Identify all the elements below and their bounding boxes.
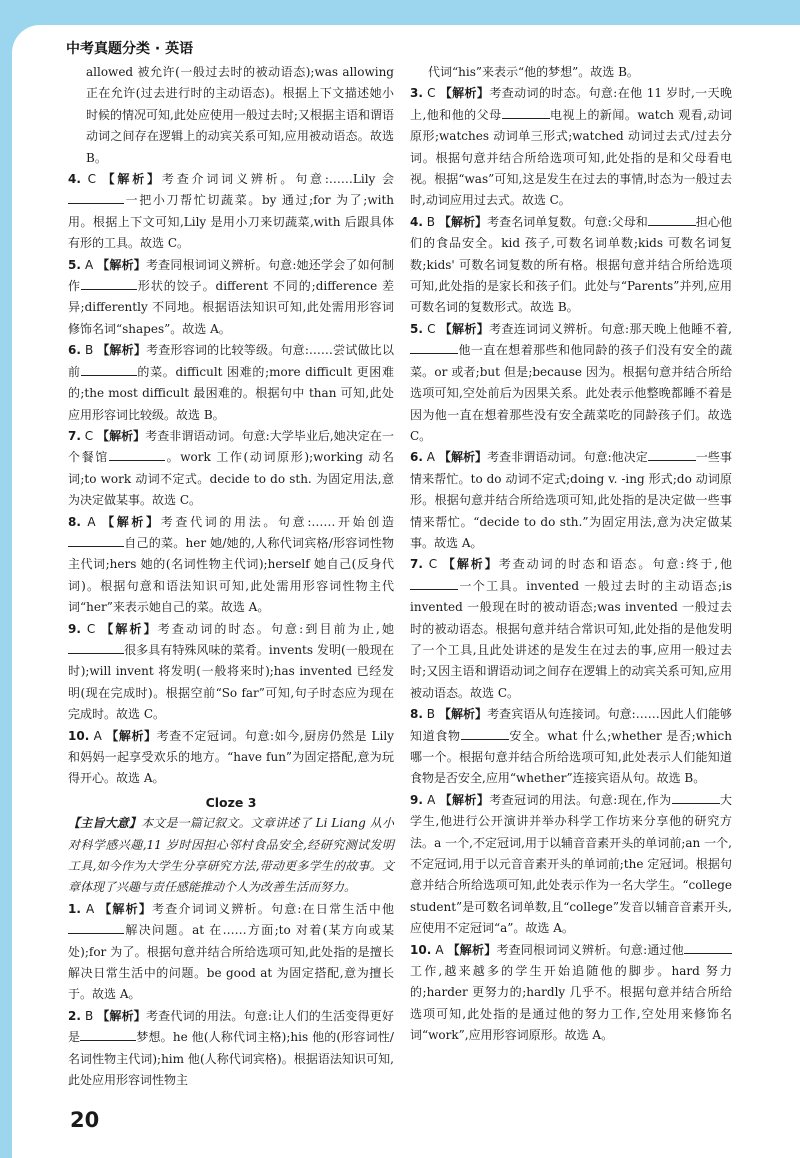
explanation-text-cont: 。work 工作(动词原形);working 动名词;to work 动词不定式。decide to do sth. 为固定用法,意为决定做某事。故选 C。	[68, 450, 394, 508]
answer-blank	[68, 641, 124, 654]
explanation-text: 考查同根词词义辨析。句意:她还学会了如何制作	[68, 257, 394, 294]
answer-choice: C	[427, 86, 436, 101]
answer-item	[410, 319, 732, 447]
explanation-text: 考查连词词义辨析。句意:那天晚上他睡不着,	[489, 321, 732, 336]
answer-choice: B	[426, 707, 436, 722]
explanation-text-cont: 形状的饺子。different 不同的;difference 差异;differently 不同地。根据语法知识可知,此处需用形容词修饰名词“shapes”。故选 A。	[68, 279, 394, 336]
explanation-text: 考查同根词词义辨析。句意:通过他	[496, 942, 684, 957]
answer-choice: A	[426, 450, 436, 465]
analysis-tag: 【解析】	[101, 621, 158, 636]
answer-choice: C	[84, 428, 94, 443]
explanation-text: 考查介词词义辨析。句意:在日常生活中他	[152, 901, 394, 916]
explanation-text-cont: 一些事情来帮忙。to do 动词不定式;doing v. -ing 形式;do 动词原形。根据句意并结合所给选项可知,此处指的是决定做一些事情来帮忙。“decide to do sth.”为固定用法,意为决定做某事。故选 A。	[410, 450, 732, 550]
analysis-tag: 【解析】	[439, 321, 490, 336]
left-answer-list-2	[68, 899, 394, 1092]
explanation-text: 考查动词的时态。句意:到目前为止,她	[157, 621, 394, 636]
answer-item	[68, 1006, 394, 1092]
answer-blank	[410, 341, 458, 354]
answer-blank	[648, 448, 696, 461]
answer-choice: C	[87, 172, 96, 187]
explanation-text: 考查介词词义辨析。句意:……Lily 会	[161, 172, 394, 187]
answer-item	[68, 899, 394, 1006]
explanation-text-cont: 一个工具。invented 一般过去时的主动语态;is invented 一般现在时的被动语态;was invented 一般过去时的被动语态。根据句意并结合常识可知,此处指的是他发明了一个工具,且此处讲述的是发生在过去的事,应用一般过去时;又因主语和谓语动词之间存在逻辑上的动宾关系可知,应用被动语态。故选 C。	[410, 578, 732, 700]
answer-item	[68, 255, 394, 341]
analysis-tag: 【解析】	[439, 792, 490, 807]
answer-item	[410, 83, 732, 211]
left-column	[68, 62, 394, 1092]
answer-choice: C	[428, 557, 438, 572]
answer-choice: C	[86, 621, 96, 636]
answer-item	[410, 554, 732, 704]
explanation-text: 考查冠词的用法。句意:现在,作为	[489, 792, 672, 807]
answer-choice: C	[427, 321, 436, 336]
answer-item	[68, 340, 394, 426]
analysis-tag: 【解析】	[97, 343, 147, 358]
explanation-text: 考查代词的用法。句意:让人们的生活变得更好是	[68, 1008, 394, 1045]
answer-number: 10.	[68, 728, 90, 743]
answer-number: 10.	[410, 942, 432, 957]
explanation-text: 考查代词的用法。句意:……开始创造	[160, 514, 394, 529]
explanation-text-cont: 大学生,他进行公开演讲并举办科学工作坊来分享他的研究方法。a 一个,不定冠词,用于以辅音音素开头的单词前;an 一个,不定冠词,用于以元音音素开头的单词前;the 定冠词。根据句意并结合所给选项可知,此处表示作为一名大学生。“college student”是可数名词单数,且“college”发音以辅音音素开头,应使用不定冠词“a”。故选 A。	[410, 792, 732, 936]
answer-number: 9.	[410, 792, 423, 807]
answer-number: 5.	[68, 257, 81, 272]
explanation-text: 考查宾语从句连接词。句意:……因此人们能够知道食物	[410, 707, 732, 743]
answer-blank	[672, 791, 720, 804]
answer-blank	[502, 106, 550, 119]
page-header-title: 中考真题分类 · 英语	[66, 41, 194, 57]
explanation-text: 考查动词的时态和语态。句意:终于,他	[498, 557, 732, 572]
answer-number: 4.	[68, 172, 81, 187]
answer-number: 2.	[68, 1008, 81, 1023]
answer-item	[68, 726, 394, 790]
explanation-text-cont: 梦想。he 他(人称代词主格);his 他的(形容词性/名词性物主代词);him 他(人称代词宾格)。根据语法知识可知,此处应用形容词性物主	[68, 1030, 394, 1088]
answer-blank	[109, 448, 165, 461]
explanation-text-cont: 电视上的新闻。watch 观看,动词原形;watches 动词单三形式;watched 动词过去式/过去分词。根据句意并结合所给选项可知,此处指的是和父母看电视。根据“was”可知,这是发生在过去的事情,时态为一般过去时,动词应用过去式。故选 C。	[410, 107, 732, 208]
analysis-tag: 【解析】	[97, 428, 146, 443]
explanation-text-cont: 很多具有特殊风味的菜肴。invents 发明(一般现在时);will invent 将发明(一般将来时);has invented 已经发明(现在完成时)。根据空前“So far”可知,句子时态应为现在完成时。故选 C。	[68, 642, 394, 722]
analysis-tag: 【解析】	[102, 172, 162, 187]
answer-blank	[410, 577, 458, 590]
main-idea-tag: 【主旨大意】	[68, 816, 142, 831]
main-idea	[68, 813, 394, 899]
analysis-tag: 【解析】	[97, 257, 146, 272]
main-idea-text: 本文是一篇记叙文。文章讲述了 Li Liang 从小对科学感兴趣,11 岁时因担心邻村食品安全,经研究测试发明工具,如今作为大学生分享研究方法,带动更多学生的故事。文章体现了兴趣与责任感能推动个人为改善生活而努力。	[68, 816, 394, 895]
explanation-text-cont: 解决问题。at 在……方面;to 对着(某方向或某处);for 为了。根据句意并结合所给选项可知,此处指的是擅长解决日常生活中的问题。be good at 为固定搭配,意为擅长于。故选 A。	[68, 923, 394, 1002]
right-column	[410, 62, 732, 1047]
answer-number: 9.	[68, 621, 81, 636]
explanation-text-cont: 他一直在想着那些和他同龄的孩子们没有安全的蔬菜。or 或者;but 但是;because 因为。根据句意并结合所给选项可知,空处前后为因果关系。此处表示他整晚都睡不着是因为他一直在想着那些没有安全蔬菜吃的同龄孩子们。故选 C。	[410, 343, 732, 443]
analysis-tag: 【解析】	[438, 707, 488, 722]
answer-item	[68, 426, 394, 512]
answer-item	[410, 212, 732, 319]
answer-item	[410, 790, 732, 940]
explanation-text-cont: 担心他们的食品安全。kid 孩子,可数名词单数;kids 可数名词复数;kids' 可数名词复数的所有格。根据句意并结合所给选项可知,此处指的是家长和孩子们。此处与“Parents”并列,应用可数名词的复数形式。故选 B。	[410, 214, 732, 315]
answer-item	[410, 704, 732, 790]
page-number: 20	[70, 1108, 100, 1132]
explanation-text: 考查名词单复数。句意:父母和	[487, 214, 648, 229]
continued-explanation: allowed 被允许(一般过去时的被动语态);was allowing 正在允许(过去进行时的主动语态)。根据上下文描述她小时候的情况可知,此处应使用一般过去时;又根据主语和谓语动词之间存在逻辑上的动宾关系可知,应用被动语态。故选 B。	[86, 65, 394, 165]
left-answer-list	[68, 169, 394, 790]
answer-number: 6.	[410, 450, 423, 465]
explanation-text-cont: 安全。what 什么;whether 是否;which 哪一个。根据句意并结合所给选项可知,此处表示人们能知道食物是否安全,应用“whether”连接宾语从句。故选 B。	[410, 728, 732, 786]
analysis-tag: 【解析】	[447, 942, 497, 957]
answer-blank	[81, 363, 137, 376]
answer-choice: A	[93, 728, 102, 743]
analysis-tag: 【解析】	[102, 514, 161, 529]
answer-number: 4.	[410, 214, 423, 229]
section-title: Cloze 3	[205, 794, 257, 810]
explanation-text: 考查非谓语动词。句意:他决定	[487, 450, 648, 465]
answer-choice: A	[84, 257, 94, 272]
answer-choice: A	[427, 792, 436, 807]
answer-blank	[68, 534, 124, 547]
analysis-tag: 【解析】	[439, 86, 490, 101]
answer-number: 8.	[410, 707, 423, 722]
analysis-tag: 【解析】	[438, 214, 488, 229]
answer-item	[410, 447, 732, 554]
answer-number: 8.	[68, 514, 81, 529]
analysis-tag: 【解析】	[106, 728, 157, 743]
answer-item	[410, 940, 732, 1047]
answer-choice: B	[84, 1008, 94, 1023]
answer-number: 6.	[68, 343, 81, 358]
explanation-text-cont: 的菜。difficult 困难的;more difficult 更困难的;the most difficult 最困难的。根据句中 than 可知,此处应用形容词比较级。故选 B。	[68, 364, 394, 422]
explanation-text: 考查不定冠词。句意:如今,厨房仍然是 Lily 和妈妈一起享受欢乐的地方。“have fun”为固定搭配,意为玩得开心。故选 A。	[68, 728, 394, 786]
answer-number: 5.	[410, 321, 423, 336]
analysis-tag: 【解析】	[99, 901, 153, 916]
answer-blank	[81, 277, 137, 290]
analysis-tag: 【解析】	[442, 557, 499, 572]
explanation-text: 考查非谓语动词。句意:大学毕业后,她决定在一个餐馆	[68, 428, 394, 465]
answer-number: 1.	[68, 901, 81, 916]
explanation-text: 考查形容词的比较等级。句意:……尝试做比以前	[68, 343, 394, 379]
answer-blank	[68, 191, 124, 204]
continued-explanation-right: 代词“his”来表示“他的梦想”。故选 B。	[428, 65, 639, 79]
right-answer-list	[410, 83, 732, 1046]
explanation-text-cont: 工作,越来越多的学生开始追随他的脚步。hard 努力的;harder 更努力的;hardly 几乎不。根据句意并结合所给选项可知,此处指的是通过他的努力工作,空处用来修饰名词“work”,应用形容词原形。故选 A。	[410, 964, 732, 1043]
answer-number: 7.	[410, 557, 423, 572]
answer-blank	[684, 941, 732, 954]
analysis-tag: 【解析】	[438, 450, 488, 465]
answer-blank	[461, 727, 509, 740]
answer-number: 7.	[68, 428, 81, 443]
answer-number: 3.	[410, 86, 423, 101]
answer-choice: A	[435, 942, 444, 957]
answer-item	[68, 169, 394, 255]
explanation-text-cont: 自己的菜。her 她/她的,人称代词宾格/形容词性物主代词;hers 她的(名词性物主代词);herself 她自己(反身代词)。根据句意和语法知识可知,此处需用形容词性物主代词“her”来表示她自己的菜。故选 A。	[68, 535, 394, 615]
explanation-text-cont: 一把小刀帮忙切蔬菜。by 通过;for 为了;with 用。根据上下文可知,Lily 是用小刀来切蔬菜,with 后跟具体有形的工具。故选 C。	[68, 193, 394, 251]
answer-choice: B	[426, 214, 436, 229]
answer-blank	[68, 921, 124, 934]
answer-blank	[80, 1028, 136, 1041]
analysis-tag: 【解析】	[97, 1008, 146, 1023]
answer-choice: A	[87, 514, 96, 529]
answer-blank	[648, 213, 696, 226]
answer-choice: A	[85, 901, 95, 916]
answer-choice: B	[84, 343, 94, 358]
explanation-text: 考查动词的时态。句意:在他 11 岁时,一天晚上,他和他的父母	[410, 86, 732, 122]
answer-item	[68, 619, 394, 726]
answer-item	[68, 512, 394, 619]
